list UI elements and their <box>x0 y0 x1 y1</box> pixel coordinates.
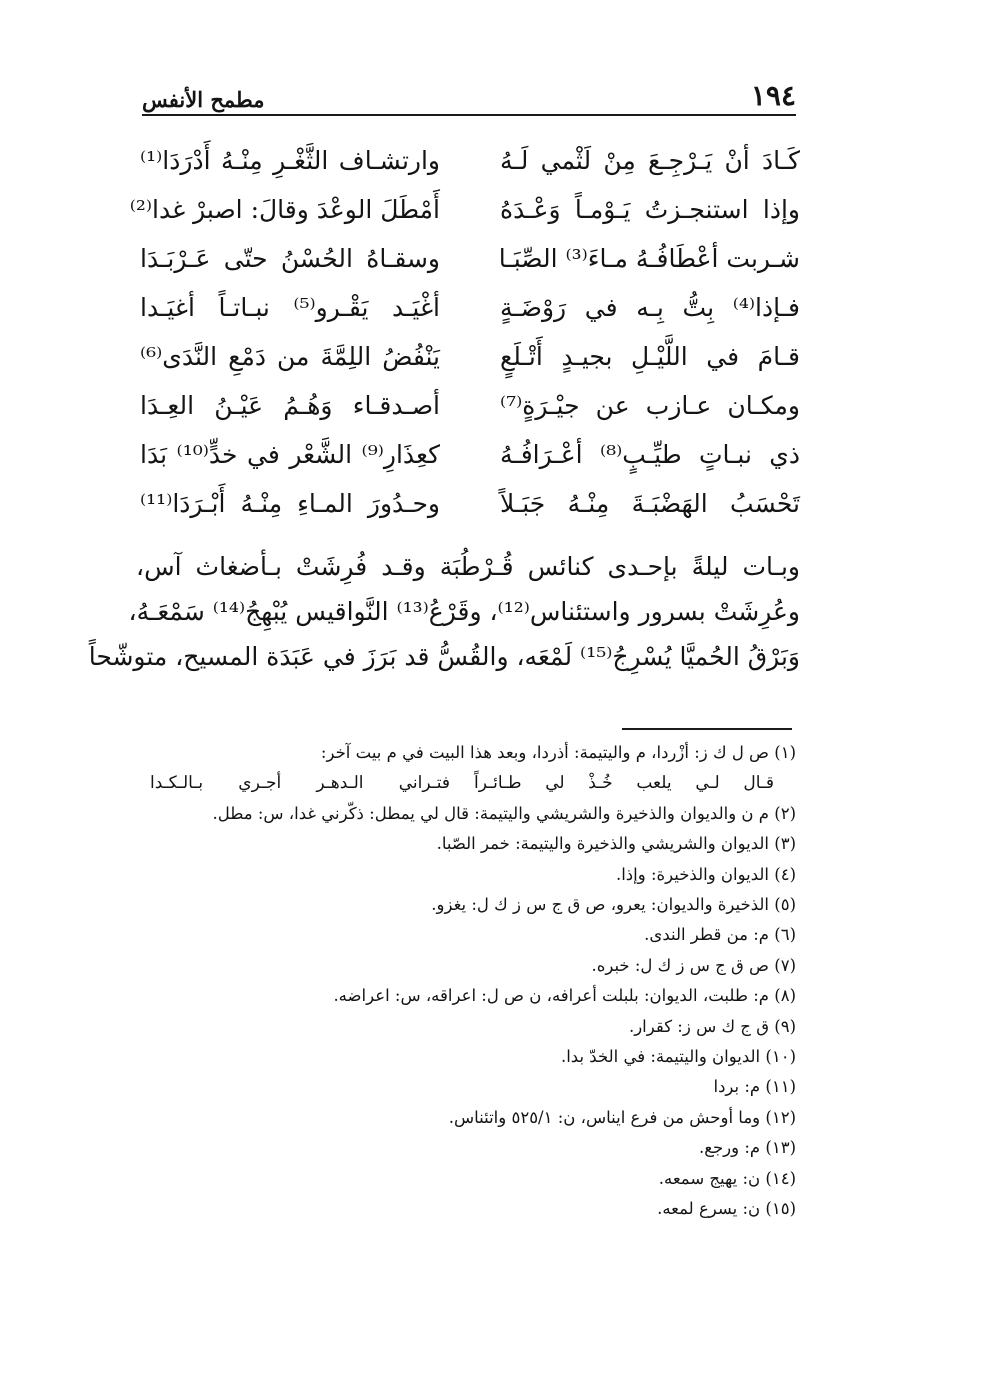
verse-second-hemistich: أغْيَـد يَقْـرو⁽⁵⁾ نبـاتـاً أغيَـدا <box>140 293 440 322</box>
footnote: (٦) م: من قطر الندى. <box>644 925 796 945</box>
verse-first-hemistich: شـربت أعْطَافُـهُ مـاءَ⁽³⁾ الصِّبَـا <box>498 244 800 273</box>
verse-first-hemistich: ذي نبـاتٍ طيِّـبٍ⁽⁸⁾ أعْـرَافُـهُ <box>500 440 800 469</box>
prose-line: وَبَرْقُ الحُميَّا يُسْرِجُ⁽¹⁵⁾ لَمْعَه، والقُسُّ قد بَرَزَ في عَبَدَة المسيح، متوشّحاً <box>88 642 800 671</box>
header-rule <box>142 114 796 116</box>
footnote: (١١) م: بردا <box>713 1077 796 1097</box>
page-number: ١٩٤ <box>750 79 796 112</box>
footnote: (١٢) وما أوحش من فرع ايناس، ن: ٥٢٥/١ واتئناس. <box>448 1107 796 1127</box>
footnote: (٣) الديوان والشريشي والذخيرة واليتيمة: خمر الصّبا. <box>436 834 796 854</box>
verse-first-hemistich: وإذا استنجـزتُ يَـوْمـاً وَعْـدَهُ <box>500 195 800 224</box>
verse-second-hemistich: كعِذَارِ⁽⁹⁾ الشَّعْر في خدٍّ⁽¹⁰⁾ بَدَا <box>140 440 440 469</box>
poem-verse <box>140 332 800 381</box>
poem-verse <box>140 381 800 430</box>
footnote-verse-second-hemistich: فتـراني الـدهـر أجـري بـالـكـدا <box>150 773 450 794</box>
footnote-verse <box>150 768 796 798</box>
footnote: (٧) ص ق ج س ز ك ل: خبره. <box>591 955 796 975</box>
poem-verse <box>129 185 800 234</box>
verse-second-hemistich: يَنْفُضُ اللِمَّةَ من دَمْعِ النَّدَى⁽⁶⁾ <box>140 342 440 371</box>
footnote: (١٠) الديوان واليتيمة: في الخدّ بدا. <box>560 1047 796 1067</box>
verse-first-hemistich: تَحْسَبُ الهَضْبَـةَ مِنْـهُ جَبَـلاً <box>500 489 800 518</box>
footnote: (٥) الذخيرة والديوان: يعرو، ص ق ج س ز ك ل: يغزو. <box>431 895 796 915</box>
verse-second-hemistich: أصـدقـاء وَهُـمُ عَيْـنُ العِـدَا <box>140 391 440 420</box>
footnote: (٢) م ن والديوان والذخيرة والشريشي واليتيمة: قال لي يمطل: ذكّرني غدا، س: مطل. <box>212 803 796 823</box>
footnote: (٩) ق ج ك س ز: كقرار. <box>628 1016 796 1036</box>
poem-verse <box>140 283 800 332</box>
verse-first-hemistich: فـإذا⁽⁴⁾ بِتُّ بِـه في رَوْضَـةٍ <box>500 293 800 322</box>
prose-line: وعُرِشَتْ بسرور واستئناس⁽¹²⁾، وقَرْعُ⁽¹³⁾ النَّواقيس يُبْهِجُ⁽¹⁴⁾ سَمْعَـهُ، <box>128 597 800 626</box>
verse-second-hemistich: وارتشـاف الثَّغْـرِ مِنْـهُ أَدْرَدَا⁽¹⁾ <box>140 146 440 175</box>
footnote-separator <box>622 728 792 730</box>
footnote: (١) ص ل ك ز: أزْردا، م واليتيمة: أذردا، وبعد هذا البيت في م بيت آخر: <box>320 743 796 762</box>
poem-verse <box>140 136 800 185</box>
verse-first-hemistich: كَـادَ أنْ يَـرْجِـعَ مِنْ لَثْمي لَـهُ <box>500 146 800 175</box>
footnote: (١٤) ن: يهيج سمعه. <box>658 1168 796 1188</box>
poem <box>129 136 800 528</box>
running-title: مطمح الأنفس <box>142 87 265 112</box>
prose-line: وبـات ليلةً بإحـدى كنائس قُـرْطُبَة وقـد فُرِشَتْ بـأضغاث آس، <box>136 552 800 581</box>
verse-second-hemistich: أَمْطَلَ الوعْدَ وقالَ: اصبرْ غدا⁽²⁾ <box>129 195 440 224</box>
footnote: (٤) الديوان والذخيرة: وإذا. <box>615 864 796 884</box>
prose-paragraph <box>88 544 800 679</box>
page-header <box>142 78 796 112</box>
footnotes <box>150 738 796 1225</box>
poem-verse <box>140 234 800 283</box>
verse-second-hemistich: وحـدُورَ المـاءِ مِنْـهُ أَبْـرَدَا⁽¹¹⁾ <box>140 489 440 518</box>
footnote: (١٥) ن: يسرع لمعه. <box>657 1199 796 1219</box>
verse-first-hemistich: قـامَ في اللَّيْـلِ بجيـدٍ أَتْـلَعٍ <box>500 342 800 371</box>
poem-verse <box>140 430 800 479</box>
verse-second-hemistich: وسقـاهُ الحُسْنُ حتّى عَـرْبَـدَا <box>140 244 440 273</box>
footnote: (١٣) م: ورجع. <box>698 1138 796 1158</box>
poem-verse <box>140 479 800 528</box>
footnote-verse-first-hemistich: قـال لـي يلعب خُـذْ لي طـائـراً <box>474 773 774 794</box>
verse-first-hemistich: ومكـان عـازب عن جيْـرَةٍ⁽⁷⁾ <box>500 391 800 420</box>
footnote: (٨) م: طلبت، الديوان: بلبلت أعرافه، ن ص ل: اعراقه، س: اعراضه. <box>333 986 796 1006</box>
